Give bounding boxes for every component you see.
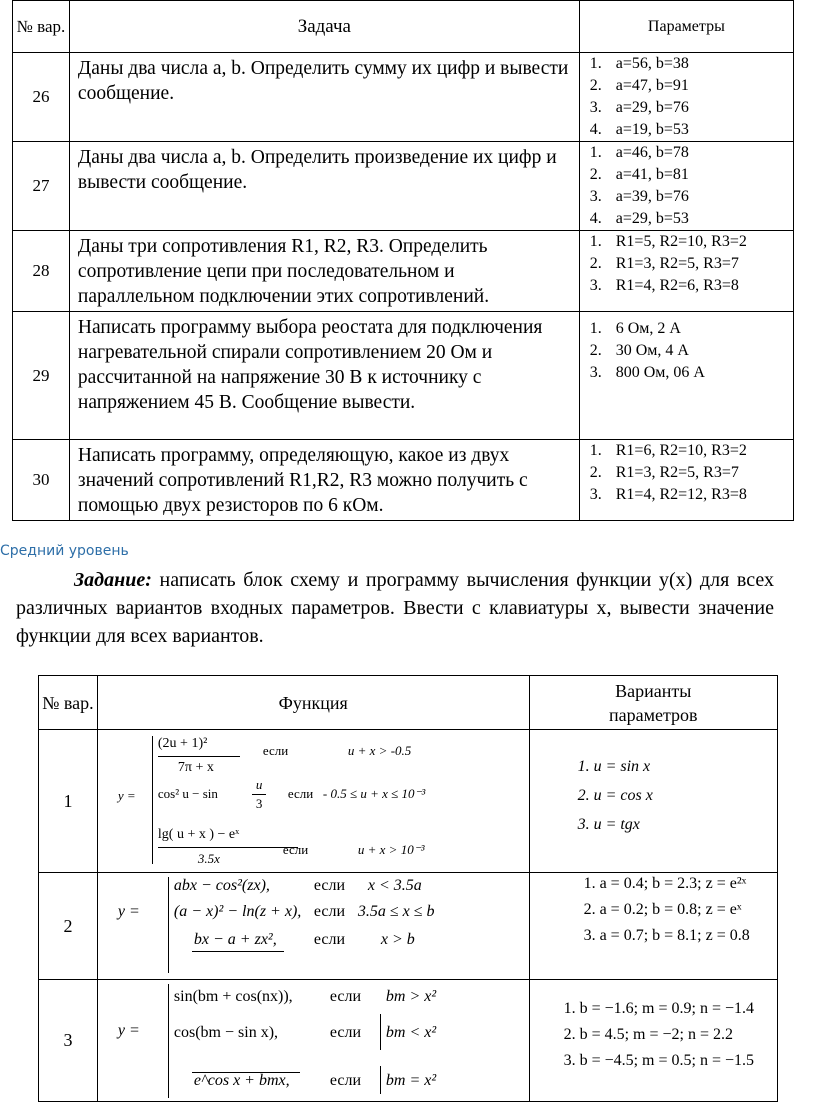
header-params: Параметры — [579, 1, 793, 53]
param-item: 2. R1=3, R2=5, R3=7 — [589, 464, 739, 481]
case2-condition: 3.5a ≤ x ≤ b — [357, 903, 435, 920]
table-row — [13, 231, 794, 312]
variants-cell — [529, 873, 777, 980]
case3-cond-word: если — [313, 931, 346, 948]
table-row — [39, 730, 778, 873]
case3-cond-word: если — [282, 842, 309, 857]
row-num: 1 — [39, 730, 98, 873]
case2-cond-word: если — [287, 786, 314, 801]
row-num: 27 — [13, 142, 70, 231]
table-row — [39, 873, 778, 980]
tasks-table — [12, 0, 794, 521]
task-text: Даны два числа a, b. Определить сумму их цифр и вывести сообщение. — [69, 53, 579, 142]
header-params-line2: параметров — [608, 704, 698, 725]
formula-cell — [97, 980, 529, 1102]
case1-condition: x < 3.5a — [367, 877, 422, 894]
assignment-label: Задание: — [74, 569, 152, 591]
header-params-line1: Варианты — [615, 680, 692, 701]
section-label: Средний уровень — [0, 543, 129, 559]
param-item: 1. R1=5, R2=10, R3=2 — [589, 233, 747, 250]
param-item: 3. a=29, b=76 — [589, 99, 689, 116]
formula-cell — [97, 730, 529, 873]
param-item: 3. 800 Ом, 06 А — [589, 364, 705, 381]
case2-expr: cos² u − sin — [157, 786, 218, 801]
params-cell — [579, 440, 793, 521]
variant-item: 3. a = 0.7; b = 8.1; z = 0.8 — [583, 927, 750, 944]
formula-lhs: y = — [117, 903, 140, 920]
functions-table — [38, 675, 778, 1102]
case2-expr: (a − x)² − ln(z + x), — [173, 903, 302, 920]
row-num: 2 — [39, 873, 98, 980]
case3-condition: u + x > 10⁻³ — [357, 842, 425, 857]
variant-item: 2. u = cos x — [577, 787, 653, 804]
case1-cond-word: если — [329, 988, 362, 1005]
brace-icon — [152, 736, 153, 864]
param-item: 2. a=41, b=81 — [589, 166, 689, 183]
case3-numerator: lg( u + x ) − eˣ — [157, 827, 240, 842]
variant-item: 3. b = −4.5; m = 0.5; n = −1.5 — [563, 1052, 755, 1069]
param-item: 4. a=29, b=53 — [589, 210, 689, 227]
case3-denominator: 3.5x — [197, 851, 220, 866]
variant-item: 1. b = −1.6; m = 0.9; n = −1.4 — [563, 1000, 755, 1017]
variant-item: 2. a = 0.2; b = 0.8; z = eˣ — [583, 901, 742, 918]
formula-cell — [97, 873, 529, 980]
param-item: 1. a=46, b=78 — [589, 144, 689, 161]
row-num: 29 — [13, 312, 70, 440]
param-item: 3. R1=4, R2=6, R3=8 — [589, 277, 739, 294]
variant-item: 2. b = 4.5; m = −2; n = 2.2 — [563, 1026, 733, 1043]
case1-expr: abx − cos²(zx), — [173, 877, 270, 894]
case1-expr: sin(bm + cos(nx)), — [173, 988, 293, 1005]
table-row — [39, 980, 778, 1102]
task-text: Написать программу выбора реостата для подключения нагревательной спирали сопротивлением 20 Ом и рассчитанной на напряжение 30 В к источнику с напряжением 45 В. Сообщение вывести. — [69, 312, 579, 440]
table-row — [13, 312, 794, 440]
table-row — [13, 142, 794, 231]
case3-expr: e^cos x + bmx, — [193, 1072, 290, 1089]
row-num: 30 — [13, 440, 70, 521]
param-item: 3. a=39, b=76 — [589, 188, 689, 205]
case3-expr: bx − a + zx², — [193, 931, 277, 948]
header-task: Задача — [69, 1, 579, 53]
case2-frac-num: u — [255, 777, 263, 792]
table-row — [13, 53, 794, 142]
header-num: № вар. — [13, 1, 70, 53]
task-text: Даны три сопротивления R1, R2, R3. Определить сопротивление цепи при последовательном и параллельном подключении этих сопротивлений. — [69, 231, 579, 312]
brace-icon — [168, 984, 169, 1098]
row-num: 26 — [13, 53, 70, 142]
variant-item: 3. u = tgx — [577, 816, 640, 833]
case1-condition: u + x > -0.5 — [347, 743, 412, 758]
param-item: 1. 6 Ом, 2 А — [589, 320, 681, 337]
param-item: 2. 30 Ом, 4 А — [589, 342, 689, 359]
param-item: 3. R1=4, R2=12, R3=8 — [589, 486, 747, 503]
case2-frac-den: 3 — [255, 796, 263, 811]
param-item: 1. R1=6, R2=10, R3=2 — [589, 442, 747, 459]
row-num: 28 — [13, 231, 70, 312]
task-text: Даны два числа a, b. Определить произведение их цифр и вывести сообщение. — [69, 142, 579, 231]
params-cell — [579, 312, 793, 440]
param-item: 4. a=19, b=53 — [589, 121, 689, 138]
formula-lhs: y = — [117, 1022, 140, 1039]
row-num: 3 — [39, 980, 98, 1102]
case2-cond-word: если — [329, 1024, 362, 1041]
case3-condition: x > b — [380, 931, 415, 948]
formula-lhs: y = — [117, 788, 136, 803]
variant-item: 1. a = 0.4; b = 2.3; z = e²ˣ — [583, 875, 747, 892]
param-item: 2. a=47, b=91 — [589, 77, 689, 94]
table-header-row — [13, 1, 794, 53]
case1-cond-word: если — [313, 877, 346, 894]
variant-item: 1. u = sin x — [577, 758, 651, 775]
task-text: Написать программу, определяющую, какое из двух значений сопротивлений R1,R2, R3 можно получить с помощью двух резисторов по 6 кОм. — [69, 440, 579, 521]
header-num: № вар. — [39, 676, 98, 730]
param-item: 1. a=56, b=38 — [589, 55, 689, 72]
params-cell — [579, 231, 793, 312]
param-item: 2. R1=3, R2=5, R3=7 — [589, 255, 739, 272]
assignment-paragraph — [16, 566, 774, 650]
table-row — [13, 440, 794, 521]
table-header-row — [39, 676, 778, 730]
params-cell — [579, 142, 793, 231]
case1-denominator: 7π + x — [177, 760, 214, 775]
case2-condition: - 0.5 ≤ u + x ≤ 10⁻³ — [322, 786, 426, 801]
case3-condition: bm = x² — [385, 1072, 437, 1089]
case1-condition: bm > x² — [385, 988, 437, 1005]
brace-icon — [168, 877, 169, 973]
header-params — [529, 676, 777, 730]
case3-cond-word: если — [329, 1072, 362, 1089]
variants-cell — [529, 730, 777, 873]
variants-cell — [529, 980, 777, 1102]
case2-cond-word: если — [313, 903, 346, 920]
assignment-text: написать блок схему и программу вычисления функции y(x) для всех различных вариантов входных параметров. Ввести с клавиатуры x, вывести значение функции для всех вариантов. — [16, 569, 774, 647]
case2-expr: cos(bm − sin x), — [173, 1024, 279, 1041]
case1-cond-word: если — [262, 743, 289, 758]
case2-condition: bm < x² — [385, 1024, 437, 1041]
case1-numerator: (2u + 1)² — [157, 736, 208, 751]
header-func: Функция — [97, 676, 529, 730]
params-cell — [579, 53, 793, 142]
